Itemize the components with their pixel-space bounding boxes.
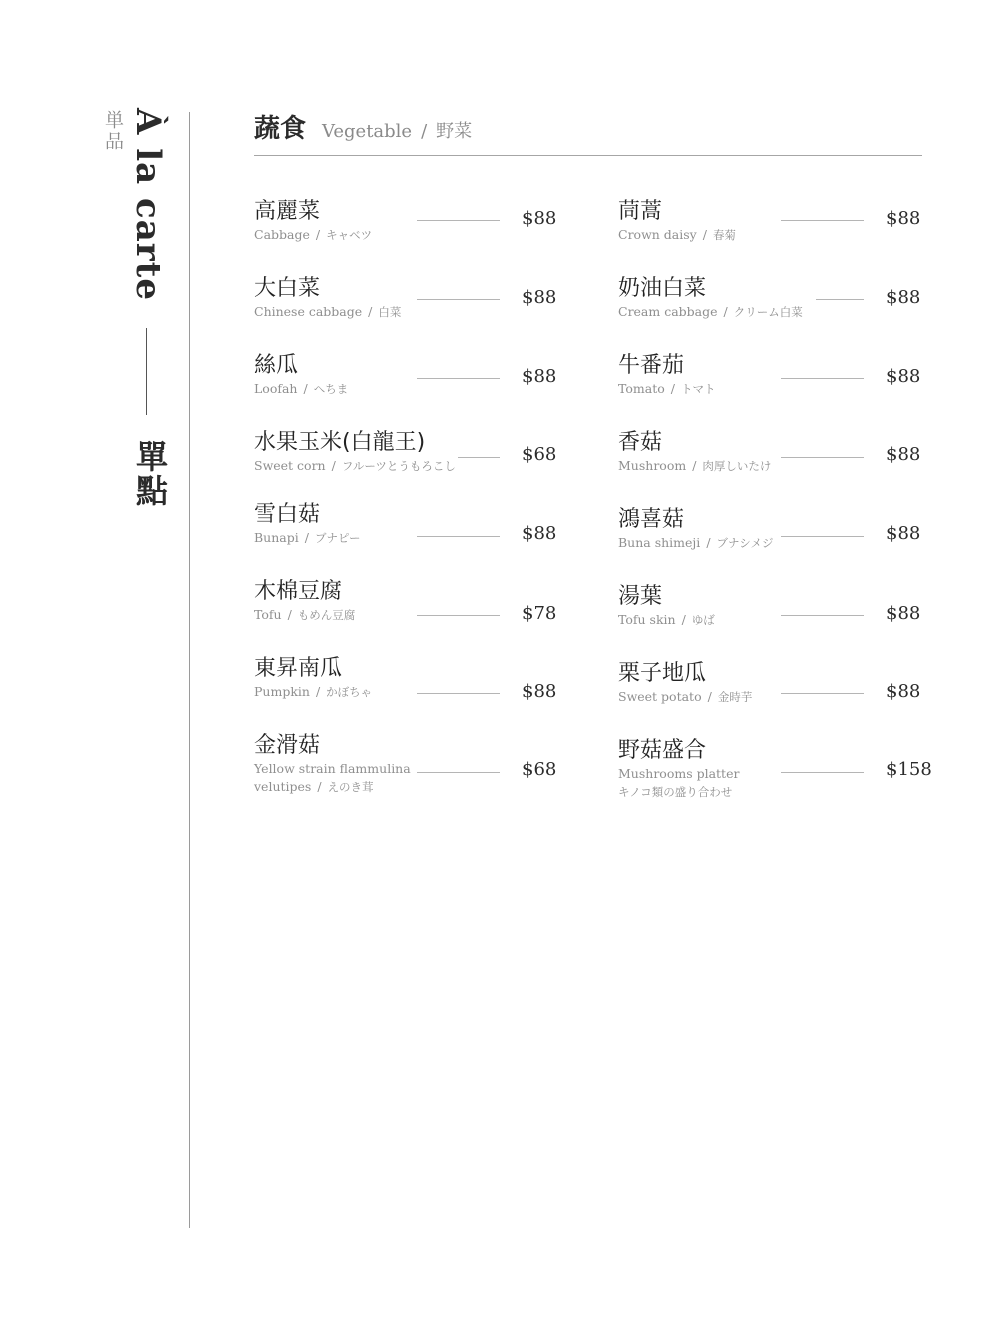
leader-line <box>458 457 500 458</box>
item-price: $88 <box>886 366 921 387</box>
item-price: $88 <box>886 681 921 702</box>
menu-item <box>254 578 557 624</box>
item-name: 鴻喜菇 <box>618 507 685 532</box>
item-price: $88 <box>886 287 921 308</box>
menu-item <box>618 583 921 629</box>
item-english: Tomato <box>618 381 665 396</box>
vertical-rule <box>189 112 190 1228</box>
item-price: $88 <box>522 287 557 308</box>
item-price: $88 <box>886 523 921 544</box>
item-subtitle-line1: Yellow strain flammulina <box>254 761 411 776</box>
item-price: $158 <box>886 759 932 780</box>
item-japanese: ブナピー <box>314 531 361 545</box>
menu-item <box>254 352 557 398</box>
item-subtitle: Sweet corn / フルーツとうもろこし <box>254 458 456 473</box>
header-divider <box>254 155 922 156</box>
leader-line <box>417 378 500 379</box>
item-subtitle: Bunapi / ブナピー <box>254 530 361 545</box>
menu-item <box>618 352 921 398</box>
leader-line <box>417 693 500 694</box>
menu-item <box>254 198 557 244</box>
item-english: Mushrooms platter <box>618 766 740 781</box>
leader-line <box>417 536 500 537</box>
item-subtitle: Cabbage / キャベツ <box>254 227 373 242</box>
item-english: Pumpkin <box>254 684 310 699</box>
item-price: $88 <box>886 444 921 465</box>
item-english: Loofah <box>254 381 298 396</box>
item-japanese: トマト <box>680 382 716 396</box>
item-price: $88 <box>522 523 557 544</box>
leader-line <box>781 220 864 221</box>
item-japanese: キャベツ <box>326 228 373 242</box>
leader-line <box>417 299 500 300</box>
item-name: 金滑菇 <box>254 733 321 758</box>
menu-item <box>618 660 921 706</box>
item-english: Cabbage <box>254 227 310 242</box>
item-japanese: ブナシメジ <box>716 536 774 550</box>
item-japanese: 春菊 <box>712 228 736 242</box>
leader-line <box>816 299 864 300</box>
menu-item <box>254 732 557 796</box>
item-price: $78 <box>522 603 557 624</box>
item-subtitle: Buna shimeji / ブナシメジ <box>618 535 774 550</box>
item-subtitle: Sweet potato / 金時芋 <box>618 689 753 704</box>
item-price: $88 <box>522 681 557 702</box>
menu-item <box>618 506 921 552</box>
item-price: $88 <box>886 208 921 229</box>
item-subtitle: Tofu skin / ゆば <box>618 612 715 627</box>
leader-line <box>781 378 864 379</box>
item-english: Sweet corn <box>254 458 326 473</box>
item-subtitle: Tomato / トマト <box>618 381 716 396</box>
item-name: 絲瓜 <box>254 353 299 378</box>
item-name: 高麗菜 <box>254 199 321 224</box>
item-english: Buna shimeji <box>618 535 701 550</box>
menu-item <box>254 275 557 321</box>
item-subtitle: Loofah / へちま <box>254 381 349 396</box>
item-subtitle: Tofu / もめん豆腐 <box>254 607 356 622</box>
item-english: Sweet potato <box>618 689 702 704</box>
menu-item <box>254 655 557 702</box>
leader-line <box>417 615 500 616</box>
sidebar-japanese-title: 単品 <box>102 110 124 152</box>
menu-item <box>254 501 557 547</box>
item-price: $68 <box>522 759 557 780</box>
item-name: 水果玉米(白龍王) <box>254 430 426 455</box>
item-japanese: へちま <box>313 382 349 396</box>
item-name: 香菇 <box>618 430 663 455</box>
item-japanese: 金時芋 <box>717 690 753 704</box>
item-japanese: キノコ類の盛り合わせ <box>618 785 733 799</box>
item-price: $88 <box>522 366 557 387</box>
sidebar-chinese-title: 單點 <box>131 440 169 508</box>
item-name: 野菇盛合 <box>618 738 707 763</box>
item-japanese: 肉厚しいたけ <box>702 459 772 473</box>
item-name: 雪白菇 <box>254 502 321 527</box>
item-name: 奶油白菜 <box>618 276 707 301</box>
leader-line <box>417 220 500 221</box>
menu-item <box>618 275 921 321</box>
item-price: $68 <box>522 444 557 465</box>
item-subtitle: Cream cabbage / クリーム白菜 <box>618 304 803 319</box>
item-english: Cream cabbage <box>618 304 718 319</box>
item-english: velutipes <box>254 779 312 794</box>
leader-line <box>781 615 864 616</box>
section-title-en: Vegetable <box>322 121 413 142</box>
item-subtitle: velutipes / えのき茸 <box>254 779 374 794</box>
item-name: 東昇南瓜 <box>254 656 343 681</box>
section-header <box>254 108 472 145</box>
item-subtitle: Chinese cabbage / 白菜 <box>254 304 402 319</box>
leader-line <box>781 457 864 458</box>
leader-line <box>781 693 864 694</box>
item-japanese: えのき茸 <box>327 780 374 794</box>
item-subtitle: Crown daisy / 春菊 <box>618 227 736 242</box>
item-japanese: クリーム白菜 <box>733 305 803 319</box>
item-japanese: かぼちゃ <box>326 685 373 699</box>
menu-item <box>618 737 932 801</box>
menu-item <box>618 429 921 475</box>
item-subtitle: Mushroom / 肉厚しいたけ <box>618 458 772 473</box>
sidebar-english-title: À la carte <box>128 108 168 301</box>
item-japanese: フルーツとうもろこし <box>341 459 456 473</box>
item-japanese: 白菜 <box>378 305 402 319</box>
item-name: 茼蒿 <box>618 199 663 224</box>
item-name: 湯葉 <box>618 584 663 609</box>
section-title-separator: / <box>421 121 428 142</box>
item-price: $88 <box>886 603 921 624</box>
item-name: 大白菜 <box>254 276 321 301</box>
item-english: Chinese cabbage <box>254 304 363 319</box>
sidebar-divider <box>146 328 147 415</box>
menu-item <box>254 429 557 475</box>
item-english: Tofu skin <box>618 612 676 627</box>
item-japanese: ゆば <box>691 613 715 627</box>
leader-line <box>781 536 864 537</box>
leader-line <box>781 772 864 773</box>
item-name: 木棉豆腐 <box>254 579 343 604</box>
item-subtitle: Pumpkin / かぼちゃ <box>254 684 373 699</box>
section-title-ja: 野菜 <box>436 121 473 142</box>
item-english: Crown daisy <box>618 227 697 242</box>
item-english: Bunapi <box>254 530 299 545</box>
menu-item <box>618 198 921 244</box>
item-price: $88 <box>522 208 557 229</box>
item-english: Mushroom <box>618 458 687 473</box>
item-name: 牛番茄 <box>618 353 685 378</box>
item-japanese: もめん豆腐 <box>297 608 356 622</box>
section-title-zh: 蔬食 <box>254 114 307 144</box>
leader-line <box>417 772 500 773</box>
item-name: 栗子地瓜 <box>618 661 707 686</box>
item-english: Tofu <box>254 607 282 622</box>
